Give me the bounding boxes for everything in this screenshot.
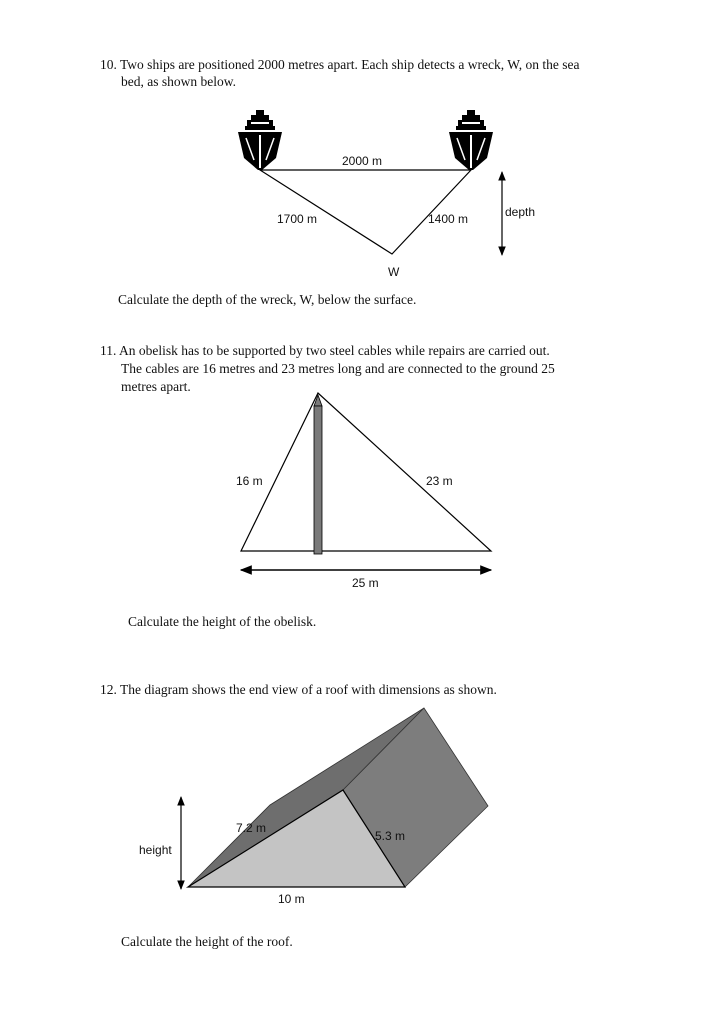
q12-text-line1: 12. The diagram shows the end view of a roof with dimensions as shown. (100, 682, 497, 697)
q11-text-line2: The cables are 16 metres and 23 metres long and are connected to the ground 25 (121, 361, 555, 376)
q11-triangle (241, 393, 491, 551)
q10-text-line2: bed, as shown below. (121, 74, 236, 89)
q12-label-side: 5.3 m (375, 829, 406, 843)
q12-label-height: height (139, 843, 172, 857)
q10-label-left: 1700 m (277, 212, 318, 226)
q11-task: Calculate the height of the obelisk. (128, 614, 317, 629)
q10-label-right: 1400 m (428, 212, 469, 226)
q10-label-depth: depth (505, 205, 536, 219)
q11-label-right: 23 m (426, 474, 453, 488)
q12-label-slope: 7.2 m (236, 821, 267, 835)
ship-left-icon (238, 110, 282, 170)
q10-text-line1: 10. Two ships are positioned 2000 metres apart. Each ship detects a wreck, W, on the sea (100, 57, 580, 72)
q12-task: Calculate the height of the roof. (121, 934, 293, 949)
q10-label-wreck: W (388, 265, 400, 279)
q12-diagram (139, 708, 488, 906)
obelisk (314, 406, 322, 554)
q10-task: Calculate the depth of the wreck, W, below the surface. (118, 292, 417, 307)
q11-label-base: 25 m (352, 576, 379, 590)
q11-text-line3: metres apart. (121, 379, 191, 394)
q11-label-left: 16 m (236, 474, 263, 488)
q10-label-distance: 2000 m (342, 154, 383, 168)
ship-right-icon (449, 110, 493, 170)
q11-text-line1: 11. An obelisk has to be supported by two steel cables while repairs are carried out. (100, 343, 550, 358)
q12-label-base: 10 m (278, 892, 305, 906)
q10-diagram (238, 110, 535, 279)
q11-diagram (236, 393, 491, 590)
